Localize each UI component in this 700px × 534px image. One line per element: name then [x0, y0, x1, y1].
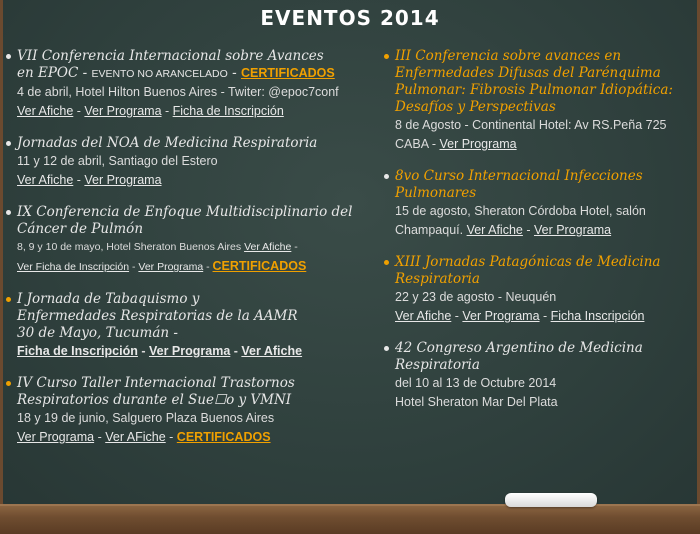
ver-afiche-link[interactable]: Ver AFiche	[105, 430, 166, 444]
board-frame-bottom	[0, 504, 700, 534]
event-links: Champaquí. Ver Afiche - Ver Programa	[395, 223, 612, 237]
event-item	[4, 204, 366, 277]
chalk-stick	[505, 493, 597, 507]
event-item	[382, 340, 698, 412]
bullet-icon	[384, 346, 389, 351]
ficha-inscripcion-link[interactable]: Ficha de Inscripción	[172, 104, 284, 118]
ver-programa-link[interactable]: Ver Programa	[462, 309, 540, 323]
ficha-inscripcion-link[interactable]: Ficha Inscripción	[550, 309, 645, 323]
ver-programa-link[interactable]: Ver Programa	[138, 261, 204, 273]
page-title: EVENTOS 2014	[260, 6, 440, 30]
event-info: 4 de abril, Hotel Hilton Buenos Aires - Twiter: @epoc7conf	[17, 85, 339, 99]
ver-afiche-link[interactable]: Ver Afiche	[17, 104, 74, 118]
event-title: Jornadas del NOA de Medicina Respiratoria	[17, 135, 318, 151]
ficha-inscripcion-link[interactable]: Ficha de Inscripción	[17, 344, 138, 358]
event-links: Ver Afiche - Ver Programa - Ficha de Inscripción	[17, 104, 284, 118]
bullet-icon	[6, 141, 11, 146]
event-item	[4, 48, 366, 121]
ver-afiche-link[interactable]: Ver Afiche	[466, 223, 523, 237]
bullet-icon	[384, 54, 389, 59]
event-info: 11 y 12 de abril, Santiago del Estero	[17, 154, 218, 168]
bullet-icon	[6, 210, 11, 215]
ver-programa-link[interactable]: Ver Programa	[84, 173, 162, 187]
event-links: Ver Afiche - Ver Programa - Ficha Inscripción	[395, 309, 645, 323]
ver-programa-link[interactable]: Ver Programa	[148, 344, 231, 358]
event-info: Hotel Sheraton Mar Del Plata	[395, 395, 558, 409]
ver-afiche-link[interactable]: Ver Afiche	[244, 241, 292, 253]
events-left-column	[4, 48, 366, 461]
event-links: Ver Ficha de Inscripción - Ver Programa - CERTIFICADOS	[17, 259, 307, 273]
events-right-column	[382, 48, 698, 426]
event-info: 22 y 23 de agosto - Neuquén	[395, 290, 557, 304]
event-item	[4, 291, 366, 361]
bullet-icon	[6, 297, 11, 302]
ver-programa-link[interactable]: Ver Programa	[533, 223, 612, 237]
ver-ficha-inscripcion-link[interactable]: Ver Ficha de Inscripción	[17, 261, 130, 273]
certificados-link[interactable]: CERTIFICADOS	[212, 259, 307, 273]
event-title: 42 Congreso Argentino de Medicina Respiratoria	[395, 340, 643, 373]
event-info: del 10 al 13 de Octubre 2014	[395, 376, 557, 390]
ver-programa-link[interactable]: Ver Programa	[84, 104, 162, 118]
event-info: 15 de agosto, Sheraton Córdoba Hotel, salón	[395, 204, 646, 218]
ver-afiche-link[interactable]: Ver Afiche	[395, 309, 452, 323]
event-title: IX Conferencia de Enfoque Multidisciplinario del Cáncer de Pulmón	[17, 204, 353, 237]
certificados-link[interactable]: CERTIFICADOS	[240, 66, 335, 80]
bullet-icon	[6, 54, 11, 59]
event-links: Ver Programa - Ver AFiche - CERTIFICADOS	[17, 430, 271, 444]
event-title: III Conferencia sobre avances en Enfermedades Difusas del Parénquima Pulmonar: Fibrosis Pulmonar Idiopática: Desafíos y Perspectivas	[395, 48, 673, 115]
event-info: 18 y 19 de junio, Salguero Plaza Buenos Aires	[17, 411, 275, 425]
bullet-icon	[6, 381, 11, 386]
event-title: XIII Jornadas Patagónicas de Medicina Respiratoria	[395, 254, 661, 287]
bullet-icon	[384, 260, 389, 265]
event-item	[382, 168, 698, 240]
ver-programa-link[interactable]: Ver Programa	[17, 430, 95, 444]
event-links: Ver Afiche - Ver Programa	[17, 173, 162, 187]
ver-afiche-link[interactable]: Ver Afiche	[17, 173, 74, 187]
event-title: VII Conferencia Internacional sobre Avances en EPOC - EVENTO NO ARANCELADO - CERTIFICADOS	[17, 48, 335, 81]
ver-afiche-link[interactable]: Ver Afiche	[241, 344, 303, 358]
event-title: IV Curso Taller Internacional Trastornos Respiratorios durante el Sue☐o y VMNI	[17, 375, 295, 408]
event-item	[4, 135, 366, 190]
event-item	[382, 48, 698, 154]
event-info: 8, 9 y 10 de mayo, Hotel Sheraton Buenos Aires Ver Afiche -	[17, 241, 298, 253]
ver-programa-link[interactable]: Ver Programa	[439, 137, 517, 151]
event-title: 8vo Curso Internacional Infecciones Pulmonares	[395, 168, 643, 201]
event-links: CABA - Ver Programa	[395, 137, 517, 151]
event-item	[4, 375, 366, 447]
event-info: 8 de Agosto - Continental Hotel: Av RS.Peña 725	[395, 118, 667, 132]
bullet-icon	[384, 174, 389, 179]
event-links: Ficha de Inscripción - Ver Programa - Ver Afiche	[17, 344, 303, 358]
certificados-link[interactable]: CERTIFICADOS	[176, 430, 271, 444]
event-title: I Jornada de Tabaquismo y Enfermedades Respiratorias de la AAMR 30 de Mayo, Tucumán -	[17, 291, 298, 341]
event-item	[382, 254, 698, 326]
